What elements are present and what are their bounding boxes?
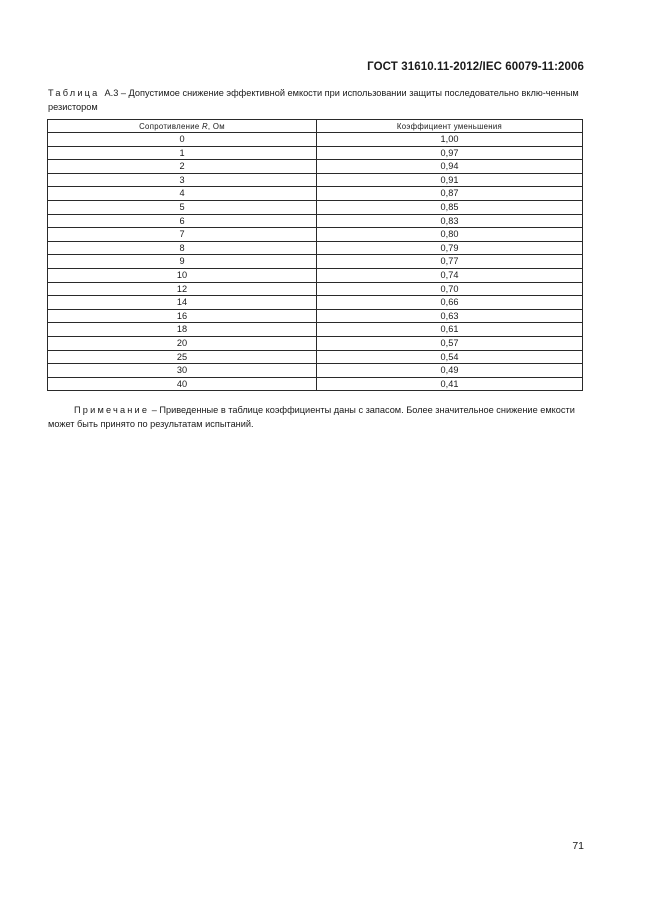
table-row (48, 296, 583, 310)
coefficient-cell: 0,97 (317, 146, 583, 160)
table-row (48, 255, 583, 269)
coefficient-cell: 0,49 (317, 364, 583, 378)
header-resistance-prefix: Сопротивление (139, 121, 202, 131)
coefficient-cell: 0,80 (317, 228, 583, 242)
coefficient-cell: 0,74 (317, 268, 583, 282)
resistance-cell: 2 (48, 160, 317, 174)
coefficient-cell: 0,85 (317, 200, 583, 214)
table-header-row (48, 120, 583, 133)
table-body (48, 133, 583, 391)
resistance-cell: 6 (48, 214, 317, 228)
resistance-cell: 7 (48, 228, 317, 242)
coefficient-cell: 0,77 (317, 255, 583, 269)
table-row (48, 214, 583, 228)
header-resistance (48, 120, 317, 133)
table-row (48, 364, 583, 378)
resistance-cell: 12 (48, 282, 317, 296)
coefficient-cell: 0,41 (317, 377, 583, 391)
resistance-cell: 4 (48, 187, 317, 201)
table-row (48, 173, 583, 187)
note-text: – Приведенные в таблице коэффициенты даны с запасом. Более значительное снижение емкости может быть принято по результатам испытаний. (48, 405, 575, 429)
table-row (48, 146, 583, 160)
table-row (48, 200, 583, 214)
table-row (48, 309, 583, 323)
document-code: ГОСТ 31610.11-2012/IEC 60079-11:2006 (367, 61, 584, 73)
resistance-cell: 18 (48, 323, 317, 337)
table-row (48, 133, 583, 147)
note-label: Примечание (74, 405, 150, 415)
resistance-cell: 16 (48, 309, 317, 323)
coefficient-cell: 0,63 (317, 309, 583, 323)
coefficient-cell: 0,54 (317, 350, 583, 364)
table-row (48, 336, 583, 350)
table-row (48, 377, 583, 391)
resistance-cell: 14 (48, 296, 317, 310)
coefficient-cell: 0,79 (317, 241, 583, 255)
resistance-cell: 1 (48, 146, 317, 160)
resistance-cell: 20 (48, 336, 317, 350)
page-number: 71 (572, 840, 584, 852)
table-caption-label: Таблица (48, 88, 100, 98)
table-row (48, 160, 583, 174)
resistance-cell: 5 (48, 200, 317, 214)
coefficient-cell: 0,57 (317, 336, 583, 350)
table-row (48, 268, 583, 282)
coefficient-cell: 1,00 (317, 133, 583, 147)
table-row (48, 228, 583, 242)
table-row (48, 282, 583, 296)
coefficient-cell: 0,66 (317, 296, 583, 310)
coefficient-cell: 0,91 (317, 173, 583, 187)
table-note (48, 404, 584, 431)
resistance-cell: 0 (48, 133, 317, 147)
header-resistance-suffix: , Ом (207, 121, 225, 131)
table-row (48, 187, 583, 201)
table-row (48, 350, 583, 364)
resistance-cell: 40 (48, 377, 317, 391)
coefficient-cell: 0,87 (317, 187, 583, 201)
resistance-coefficient-table (47, 119, 583, 391)
resistance-cell: 9 (48, 255, 317, 269)
resistance-cell: 10 (48, 268, 317, 282)
coefficient-cell: 0,70 (317, 282, 583, 296)
table-row (48, 323, 583, 337)
resistance-cell: 3 (48, 173, 317, 187)
resistance-cell: 25 (48, 350, 317, 364)
coefficient-cell: 0,61 (317, 323, 583, 337)
resistance-cell: 8 (48, 241, 317, 255)
table-caption (48, 87, 584, 114)
table-caption-text: А.3 – Допустимое снижение эффективной емкости при использовании защиты последовательно вклю-ченным резистором (48, 88, 579, 112)
coefficient-cell: 0,83 (317, 214, 583, 228)
header-resistance-symbol: R (201, 121, 208, 131)
resistance-cell: 30 (48, 364, 317, 378)
header-coefficient: Коэффициент уменьшения (317, 120, 583, 133)
table-row (48, 241, 583, 255)
coefficient-cell: 0,94 (317, 160, 583, 174)
